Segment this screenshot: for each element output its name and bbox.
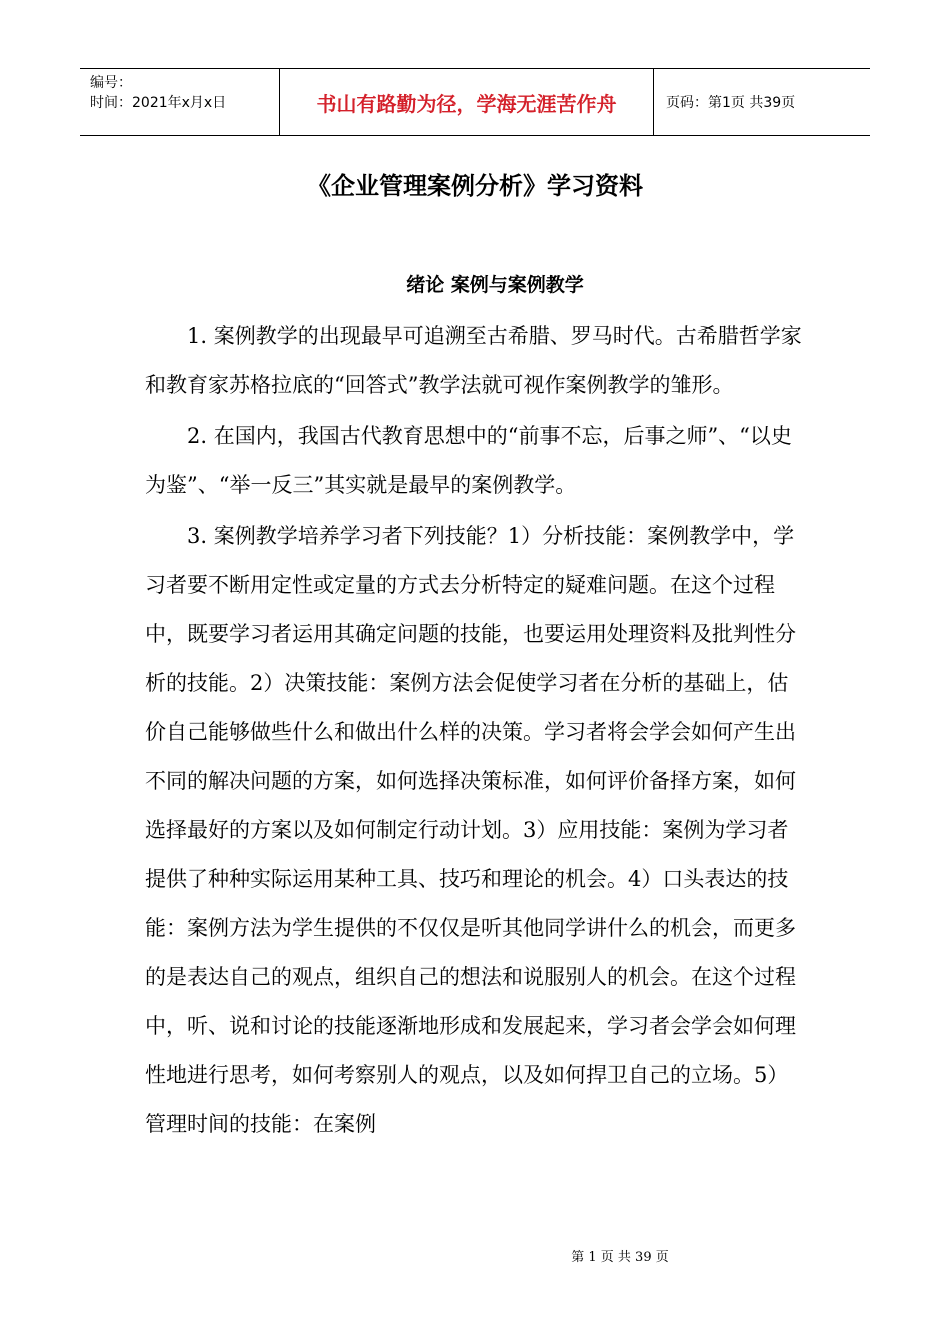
header-motto: 书山有路勤为径，学海无涯苦作舟 [280,69,654,135]
document-title: 《企业管理案例分析》学习资料 [307,172,643,200]
paragraph-2: 2. 在国内，我国古代教育思想中的“前事不忘，后事之师”、“以史为鉴”、“举一反三”其实就是最早的案例教学。 [145,424,792,497]
body-text [145,312,805,1149]
page-footer: 第 1 页 共 39 页 [571,1250,669,1265]
header-meta [80,69,280,135]
paragraph-3: 3. 案例教学培养学习者下列技能？1）分析技能：案例教学中，学习者要不断用定性或定量的方式去分析特定的疑难问题。在这个过程中，既要学习者运用其确定问题的技能，也要运用处理资料及批判性分析的技能。2）决策技能：案例方法会促使学习者在分析的基础上，估价自己能够做些什么和做出什么样的决策。学习者将会学会如何产生出不同的解决问题的方案，如何选择决策标准，如何评价备择方案，如何选择最好的方案以及如何制定行动计划。3）应用技能：案例为学习者提供了种种实际运用某种工具、技巧和理论的机会。4）口头表达的技能：案例方法为学生提供的不仅仅是听其他同学讲什么的机会，而更多的是表达自己的观点，组织自己的想法和说服别人的机会。在这个过程中，听、说和讨论的技能逐渐地形成和发展起来，学习者会学会如何理性地进行思考，如何考察别人的观点，以及如何捍卫自己的立场。5）管理时间的技能：在案例 [145,524,796,1136]
date-label: 时间：2021年x月x日 [90,95,227,111]
number-label: 编号： [90,75,132,91]
header-page-info: 页码：第1页 共39页 [666,95,796,111]
section-title: 绪论 案例与案例教学 [406,274,584,296]
paragraph-1: 1. 案例教学的出现最早可追溯至古希腊、罗马时代。古希腊哲学家和教育家苏格拉底的“回答式”教学法就可视作案例教学的雏形。 [145,324,802,397]
page-header [80,68,870,136]
